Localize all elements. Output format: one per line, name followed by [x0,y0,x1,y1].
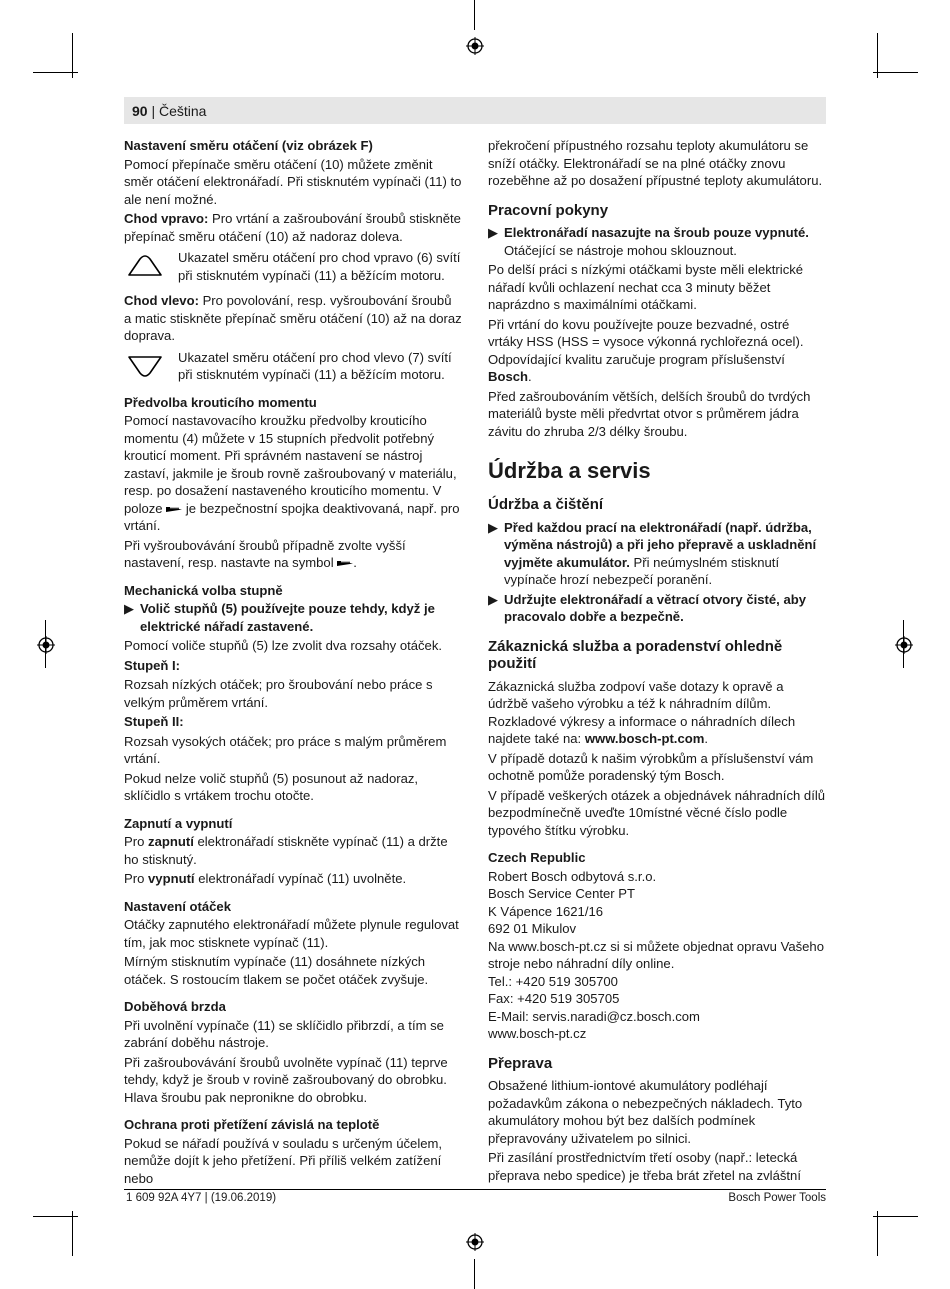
country-heading: Czech Republic [488,850,586,865]
crop-mark [33,1216,78,1217]
work-text-1: Po delší práci s nízkými otáčkami byste měli elektrické nářadí kvůli ochlazení nechat cca 3 minuty běžet naprázdno s maximálními otáčkami. [488,262,804,312]
service-text-2: V případě dotazů k našim výrobkům a příslušenství vám ochotně pomůže poradenský tým Bosch. [488,750,814,783]
rotation-left-label: Chod vlevo: [124,293,199,308]
address-line: Tel.: +420 519 305700 [488,973,618,989]
gear-heading: Mechanická volba stupně [124,582,283,598]
rotation-right-paragraph [124,210,462,245]
on-bold: zapnutí [148,834,194,849]
gear1-heading: Stupeň I: [124,657,181,673]
page-number: 90 [132,103,148,119]
registration-mark-icon [895,636,913,654]
rotation-right-indicator [124,249,462,284]
bullet-arrow-icon: ▶ [124,601,135,616]
off-pre: Pro [124,871,149,886]
gear1-text: Rozsah nízkých otáček; pro šroubování nebo práce s velkým průměrem vrtání. [124,677,433,710]
bullet-arrow-icon: ▶ [488,519,499,535]
gear-warning-text: Volič stupňů (5) používejte pouze tehdy, když je elektrické nářadí zastavené. [140,601,435,634]
clean-warning-1 [488,519,826,589]
clean-warning-2-text: Udržujte elektronářadí a větrací otvory čisté, aby pracovalo dobře a bezpečně. [504,591,807,624]
page-header-bar [124,97,826,124]
registration-mark-icon [466,1233,484,1251]
header-separator: | [151,103,156,119]
footer-divider [124,1189,826,1190]
crop-mark [72,1211,73,1256]
gear-note: Pokud nelze volič stupňů (5) posunout až nadoraz, sklíčidlo s vrtákem trochu otočte. [124,770,419,803]
clean-warning-1-normal: Při neúmyslném stisknutí vypínače hrozí nebezpečí poranění. [504,554,780,587]
rotation-right-indicator-icon [126,253,164,279]
clean-warning-1-bold: Před každou prací na elektronářadí (např. údržba, výměna nástrojů) a při jeho přepravě a uskladnění vyjměte akumulátor. [504,519,817,570]
rotation-left-indicator [124,349,462,384]
footer-doc-id: 1 609 92A 4Y7 | (19.06.2019) [126,1192,277,1204]
clean-warning-2 [488,591,826,626]
gear2-text: Rozsah vysokých otáček; pro práce s malým průměrem vrtání. [124,733,447,766]
registration-mark-icon [466,37,484,55]
bullet-arrow-icon: ▶ [488,591,499,607]
rotation-right-label: Chod vpravo: [124,211,209,226]
speed-text-1: Otáčky zapnutého elektronářadí můžete plynule regulovat tím, jak moc stisknete vypínač (11). [124,917,459,950]
service-text-1c: . [704,731,709,746]
rotation-left-indicator-text: Ukazatel směru otáčení pro chod vlevo (7) svítí při stisknutém vypínači (11) a běžícím motoru. [178,349,452,382]
header-language: Čeština [159,103,207,119]
service-text-1 [488,678,826,748]
gear2-heading: Stupeň II: [124,714,184,729]
work-warning-normal: Otáčející se nástroje mohou sklouznout. [504,242,737,258]
overload-heading: Ochrana proti přetížení závislá na teplotě [124,1117,380,1132]
crop-mark [873,1216,918,1217]
rotation-right-indicator-text: Ukazatel směru otáčení pro chod vpravo (6) svítí při stisknutém vypínači (11) a běžícím motoru. [178,250,461,283]
transport-heading: Přeprava [488,1054,553,1072]
crop-mark [873,72,918,73]
address-line: Robert Bosch odbytová s.r.o. [488,868,657,884]
work-text-2b: Bosch [488,369,529,384]
crop-mark [474,0,475,30]
rotation-left-paragraph [124,292,462,345]
work-warning-bold: Elektronářadí nasazujte na šroub pouze vypnuté. [504,225,809,240]
overload-continued: překročení přípustného rozsahu teploty akumulátoru se sníží otáčky. Elektronářadí se na plné otáčky znovu rozeběhne až po dosažení přípustné teploty akumulátoru. [488,138,823,188]
speed-heading: Nastavení otáček [124,898,231,914]
brake-text-1: Při uvolnění vypínače (11) se sklíčidlo přibrzdí, a tím se zabrání doběhu nástroje. [124,1017,444,1050]
torque-text-1b: je bezpečnostní spojka deaktivovaná, např. pro vrtání. [124,500,460,533]
rotation-left-indicator-icon [126,353,164,379]
transport-text-1: Obsažené lithium-iontové akumulátory podléhají požadavkům zákona o nebezpečných nákladech. Tyto akumulátory mohou být bez dalších podmínek přepravovány uživatelem po silnici. [488,1078,803,1146]
address-line: 692 01 Mikulov [488,921,577,936]
brake-heading: Doběhová brzda [124,999,226,1014]
torque-paragraph-2 [124,537,462,572]
cleaning-heading: Údržba a čištění [488,496,604,513]
drill-symbol-icon [337,560,353,567]
work-text-3: Před zašroubováním větších, delších šroubů do tvrdých materiálů byste měli předvrtat otvor s průměrem jádra závitu do zhruba 2/3 délky šroubu. [488,388,811,439]
work-text-2c: . [528,369,532,384]
address-line: K Vápence 1621/16 [488,903,604,919]
work-text-2a: Při vrtání do kovu používejte pouze bezvadné, ostré vrtáky HSS (HSS = vysoce výkonná rychlořezná ocel). Odpovídající kvalitu zaručuje program příslušenství [488,316,804,367]
service-text-3: V případě veškerých otázek a objednávek náhradních dílů bezpodmínečně uveďte 10místné věcné číslo podle typového štítku výrobku. [488,787,826,838]
service-address [488,868,826,1043]
service-heading: Zákaznická služba a poradenství ohledně použití [488,637,783,672]
work-heading: Pracovní pokyny [488,201,609,219]
maintenance-title: Údržba a servis [488,458,651,483]
work-text-2 [488,316,826,386]
left-column [124,137,462,1189]
service-text-1a: Zákaznická služba zodpoví vaše dotazy k opravě a údržbě vašeho výrobku a též k náhradním dílům. Rozkladové výkresy a informace o náhradních dílech najdete také na: [488,678,796,746]
onoff-heading: Zapnutí a vypnutí [124,815,233,831]
address-line: www.bosch-pt.cz [488,1026,587,1041]
torque-text-1a: Pomocí nastavovacího kroužku předvolby krouticího momentu (4) můžete v 15 stupních předvolit potřebný krouticí moment. Při správném nastavení se nástroj zastaví, jakmile je šroub rovně zašroubovaný v materiálu, resp. po dosažení nastaveného krouticího momentu. V poloze [124,413,457,516]
off-bold: vypnutí [148,871,195,886]
crop-mark [877,1211,878,1256]
on-paragraph [124,833,462,868]
off-paragraph [124,870,462,888]
gear-warning [124,600,462,635]
overload-text: Pokud se nářadí používá v souladu s určeným účelem, nemůže dojít k jeho přetížení. Při příliš velkém zatížení nebo [124,1135,443,1186]
gear-text: Pomocí voliče stupňů (5) lze zvolit dva rozsahy otáček. [124,638,443,653]
rotation-left-text: Pro povolování, resp. vyšroubování šroubů a matic stiskněte přepínač směru otáčení (10) až na doraz doprava. [124,293,462,343]
off-post: elektronářadí vypínač (11) uvolněte. [194,871,407,886]
bullet-arrow-icon: ▶ [488,225,499,240]
address-line: Na www.bosch-pt.cz si si můžete objednat opravu Vašeho stroje nebo náhradní díly online. [488,938,824,971]
rotation-intro: Pomocí přepínače směru otáčení (10) můžete změnit směr otáčení elektronářadí. Při stisknutém vypínači (11) to ale není možné. [124,156,462,207]
rotation-heading: Nastavení směru otáčení (viz obrázek F) [124,138,373,153]
torque-text-2a: Při vyšroubovávání šroubů případně zvolte vyšší nastavení, resp. nastavte na symbol [124,537,406,570]
drill-symbol-icon [166,506,182,513]
crop-mark [474,1259,475,1289]
transport-text-2: Při zasílání prostřednictvím třetí osoby (např.: letecká přeprava nebo spedice) je třeba brát zřetel na zvláštní [488,1150,801,1183]
torque-text-2b: . [353,555,357,570]
work-warning [488,224,826,259]
torque-paragraph-1 [124,412,462,535]
speed-text-2: Mírným stisknutím vypínače (11) dosáhnete nízkých otáček. S rostoucím tlakem se počet otáček zvyšuje. [124,954,429,987]
brake-text-2: Při zašroubovávání šroubů uvolněte vypínač (11) teprve tehdy, když je šroub v rovině zašroubovaný do obrobku. Hlava šroubu pak nepronikne do obrobku. [124,1054,448,1105]
on-pre: Pro [124,834,149,849]
right-column [488,137,826,1186]
registration-mark-icon [37,636,55,654]
page-header [132,103,206,119]
torque-heading: Předvolba krouticího momentu [124,394,317,410]
address-line: Fax: +420 519 305705 [488,991,620,1006]
footer-brand: Bosch Power Tools [728,1192,826,1204]
service-link[interactable]: www.bosch-pt.com [584,731,705,746]
address-line: E-Mail: servis.naradi@cz.bosch.com [488,1008,700,1024]
address-line: Bosch Service Center PT [488,886,635,901]
crop-mark [33,72,78,73]
rotation-right-text: Pro vrtání a zašroubování šroubů stiskněte přepínač směru otáčení (10) až nadoraz doleva. [124,211,461,244]
on-post: elektronářadí stiskněte vypínač (11) a držte ho stisknutý. [124,834,448,867]
